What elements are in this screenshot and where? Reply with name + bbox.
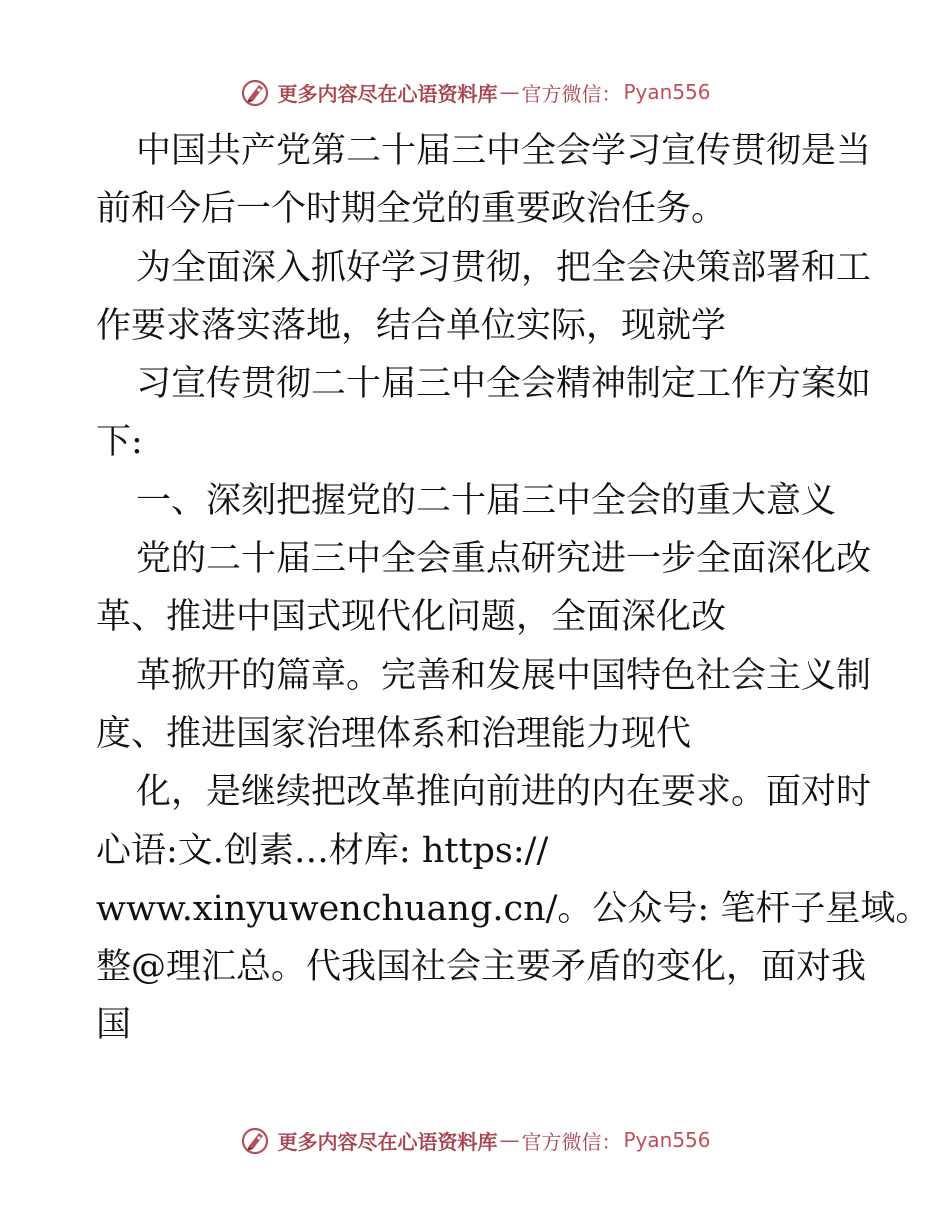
watermark-brand-text: 更多内容尽在心语资料库 (277, 1129, 498, 1154)
header-watermark (0, 72, 950, 112)
watermark-wechat-label: 官方微信： (521, 1129, 622, 1154)
document-line: 国 (96, 1005, 132, 1046)
document-line: 一、深刻把握党的二十届三中全会的重大意义 (136, 480, 837, 521)
watermark-brand-text: 更多内容尽在心语资料库 (277, 81, 498, 106)
document-line: www.xinyuwenchuang.cn/。公众号: 笔杆子星域。 (96, 888, 931, 929)
document-line: 前和今后一个时期全党的重要政治任务。 (96, 189, 727, 230)
watermark-wechat-id: Pyan556 (623, 1128, 711, 1152)
document-line: 整@理汇总。代我国社会主要矛盾的变化，面对我 (96, 947, 867, 988)
footer-watermark (0, 1120, 950, 1160)
document-line: 心语:文.创素…材库: https:// (96, 830, 549, 871)
document-body (96, 122, 931, 1055)
document-line: 革掀开的篇章。完善和发展中国特色社会主义制 (136, 655, 872, 696)
watermark-wechat-id: Pyan556 (623, 80, 711, 104)
document-line: 度、推进国家治理体系和治理能力现代 (96, 713, 692, 754)
pen-nib-logo-icon (239, 1124, 271, 1156)
document-line: 为全面深入抓好学习贯彻，把全会决策部署和工 (136, 247, 872, 288)
document-line: 革、推进中国式现代化问题，全面深化改 (96, 597, 727, 638)
document-line: 作要求落实落地，结合单位实际，现就学 (96, 305, 727, 346)
document-line: 党的二十届三中全会重点研究进一步全面深化改 (136, 539, 872, 580)
watermark-separator: — (499, 80, 520, 104)
document-line: 下: (96, 422, 143, 463)
watermark-separator: — (499, 1128, 520, 1152)
document-line: 习宣传贯彻二十届三中全会精神制定工作方案如 (136, 364, 872, 405)
watermark-wechat-label: 官方微信： (521, 81, 622, 106)
pen-nib-logo-icon (239, 76, 271, 108)
document-line: 中国共产党第二十届三中全会学习宣传贯彻是当 (136, 131, 872, 171)
document-line: 化，是继续把改革推向前进的内在要求。面对时 (136, 772, 872, 813)
